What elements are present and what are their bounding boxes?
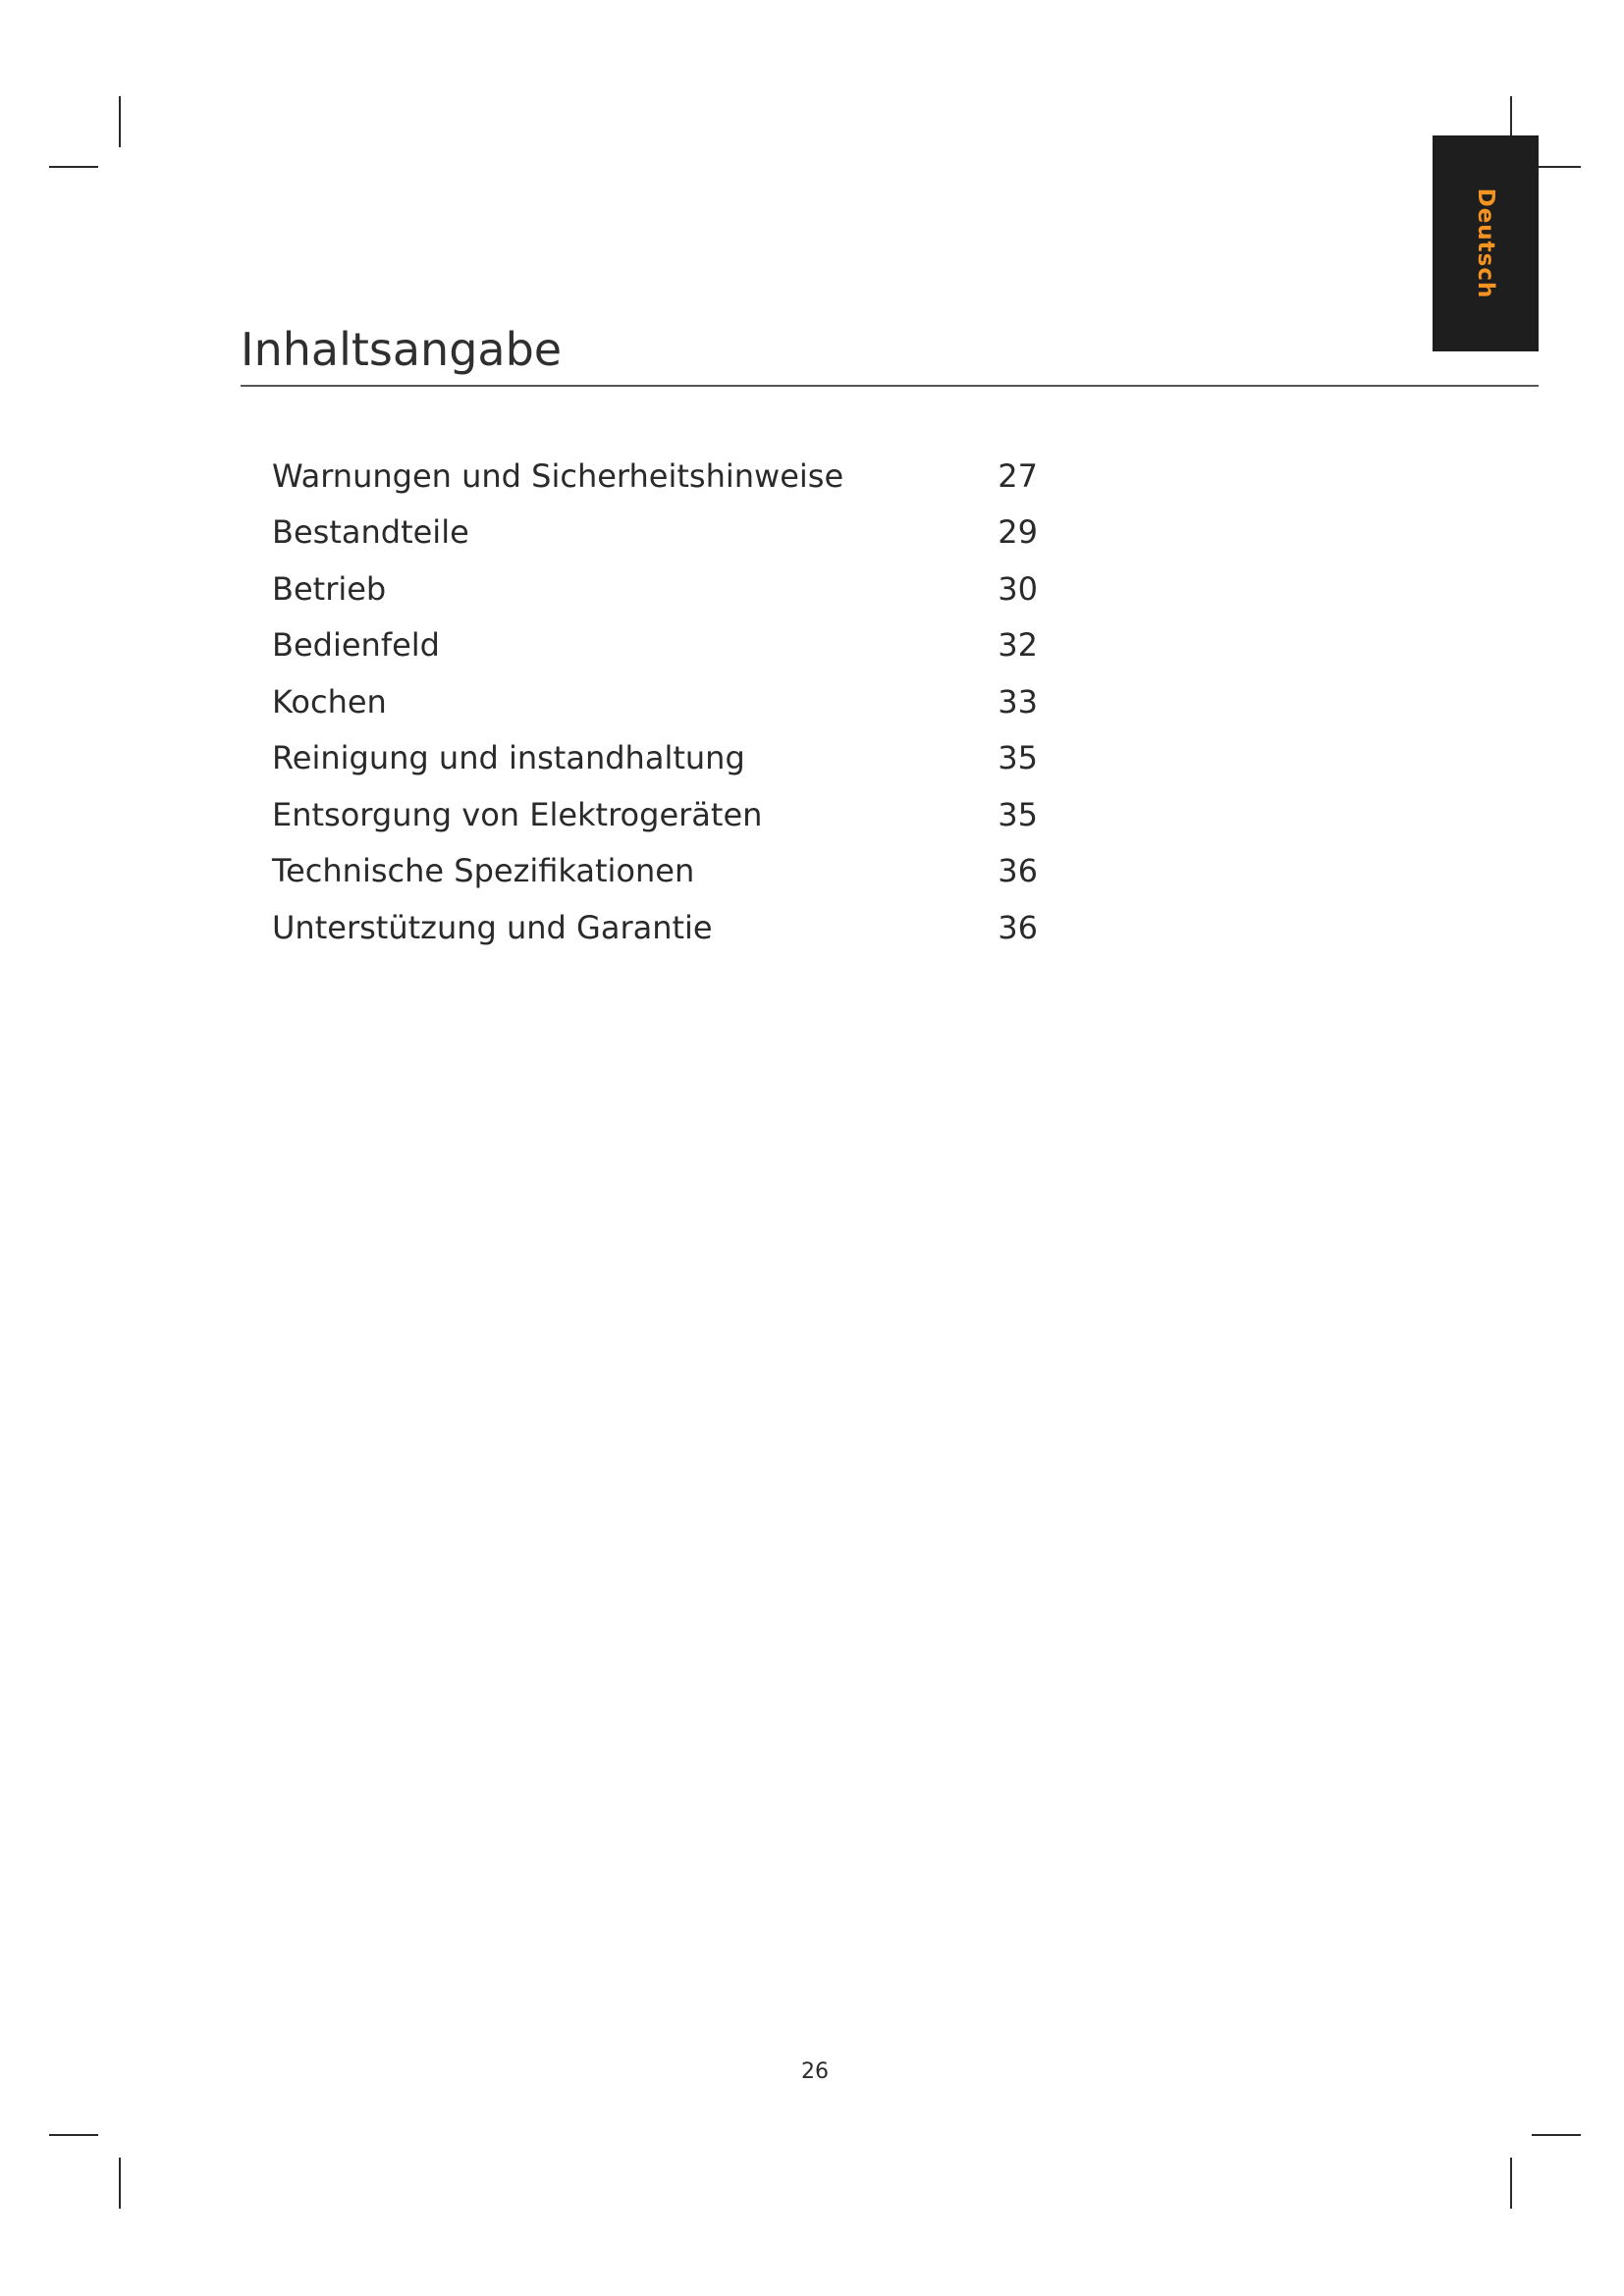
toc-entry-page: 35 (998, 795, 1038, 833)
toc-entry-label: Warnungen und Sicherheitshinweise (272, 456, 844, 495)
crop-mark (1510, 2158, 1512, 2209)
table-of-contents (272, 448, 1038, 956)
toc-entry (272, 730, 1038, 787)
toc-entry-label: Betrieb (272, 569, 387, 608)
title-divider (241, 385, 1539, 387)
toc-entry-label: Reinigung und instandhaltung (272, 739, 745, 777)
toc-entry-page: 36 (998, 852, 1038, 890)
crop-mark (119, 2158, 121, 2209)
toc-entry (272, 843, 1038, 900)
toc-entry-page: 33 (998, 682, 1038, 721)
toc-entry (272, 505, 1038, 561)
toc-entry-page: 27 (998, 456, 1038, 495)
toc-entry-page: 30 (998, 569, 1038, 608)
toc-entry-page: 36 (998, 908, 1038, 946)
toc-entry-label: Kochen (272, 682, 387, 721)
page-title: Inhaltsangabe (241, 323, 563, 376)
toc-entry-page: 32 (998, 626, 1038, 665)
toc-entry (272, 448, 1038, 505)
toc-entry (272, 617, 1038, 674)
toc-entry (272, 786, 1038, 843)
crop-mark (1532, 2134, 1581, 2136)
crop-mark (49, 166, 98, 168)
toc-entry-label: Bedienfeld (272, 626, 440, 665)
toc-entry-label: Technische Spezifikationen (272, 852, 695, 890)
toc-entry (272, 673, 1038, 730)
toc-entry-page: 29 (998, 513, 1038, 552)
language-tab (1433, 135, 1539, 351)
language-tab-label: Deutsch (1473, 187, 1498, 299)
crop-mark (49, 2134, 98, 2136)
toc-entry-label: Bestandteile (272, 513, 469, 552)
toc-entry-label: Unterstützung und Garantie (272, 908, 713, 946)
crop-mark (1532, 166, 1581, 168)
crop-mark (119, 96, 121, 147)
toc-entry-page: 35 (998, 739, 1038, 777)
toc-entry (272, 561, 1038, 617)
toc-entry-label: Entsorgung von Elektrogeräten (272, 795, 763, 833)
page-number: 26 (801, 2059, 829, 2084)
toc-entry (272, 899, 1038, 956)
